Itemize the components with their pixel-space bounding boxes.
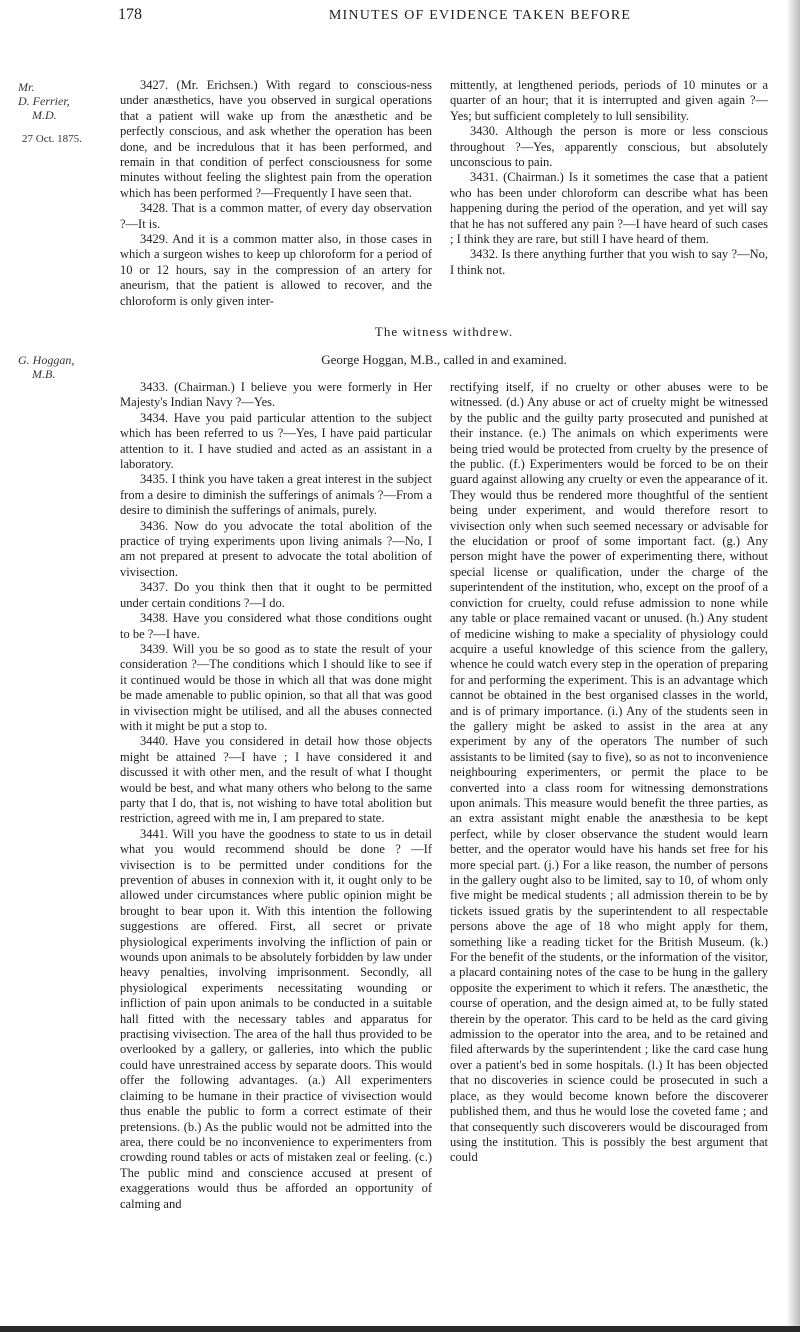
paragraph-3431: 3431. (Chairman.) Is it sometimes the case that a patient who has been under chloroform can describe what has been happening during the period of the operation, and yet will say that he has not suffered any pain ?—I have heard of such cases ; I think they are rare, but still I have heard of them. [450,170,768,247]
paragraph-3441-continued: rectifying itself, if no cruelty or other abuses were to be witnessed. (d.) Any abuse or act of cruelty might be witnessed by the public and the guilty party prosecuted and punished at their instance. (e.) The animals on which experiments were being tried would be protected from cruelty by the presence of the public. (f.) Experimenters would be forced to be on their guard against allowing any cruelty or even the appearance of it. They would thus be rendered more thoughtful of the sentient being under experiment, and would therefore resort to vivisection only when such seemed necessary or advisable for the elucidation or proof of some important fact. (g.) Any person might have the power of experimenting there, without special license or qualification, under the charge of the superintendent of the institution, who, except on the proof of a conviction for cruelty, could refuse admission to none while any table or place remained vacant or unused. (h.) Any student of medicine wishing to make a speciality of physiology could acquire a useful knowledge of this science from the gallery, whence he could watch every step in the operation of preparing for and performing the experiment. This is an advantage which cannot be obtained in the best organised classes in the world, and is of primary importance. (i.) Any of the students seen in the gallery might be asked to assist in the area at any experiment by any of the operators The number of such assistants to be limited (say to five), so as not to inconvenience neighbouring experimenters, or permit the place to be converted into a class room for witnessing demonstrations upon animals. This measure would benefit the three parties, as an extra assistant might enable the anæsthesia to be kept perfect, while by closer observance the student would learn better, and the operator would have his hands set free for his more special part. (j.) For a like reason, the number of persons in the gallery ought also to be limited, say to 10, of whom only five might be medical students ; all admission therein to be by tickets issued gratis by the superintendent to all respectable persons above the age of 18 who might apply for them, something like a reading ticket for the British Museum. (k.) For the benefit of the students, or the information of the visitor, a placard containing notes of the case to be hung in the gallery opposite the experiment to which it refers. The anæsthetic, the course of operation, and the design aimed at, to be fully stated therein by the operator. This card to be held as the card giving admission to the operator into the area, and to be retained and filed afterwards by the superintendent ; like the card case hung over a patient's bed in some hospitals. (l.) It has been objected that no discoveries in science could be prosecuted in such a place, as they would become known before the discoverer published them, and thus he would lose the coveted fame ; and that consequently such discoverers would be discouraged from using the institution. This is possibly the best argument that could [450,380,768,1165]
top-right-column [450,78,768,278]
margin-degree-mb: M.B. [32,367,56,381]
paragraph-3428: 3428. That is a common matter, of every day observation ?—It is. [120,201,432,231]
margin-degree-md: M.D. [32,108,57,122]
witness-called-heading: George Hoggan, M.B., called in and examined. [321,352,567,367]
paragraph-3436: 3436. Now do you advocate the total abolition of the practice of trying experiments upon living animals ?—No, I am not prepared at present to advocate the total abolition of vivisection. [120,518,432,579]
witness-withdrew-line: The witness withdrew. [374,324,514,339]
top-left-column [120,78,432,309]
paragraph-3433: 3433. (Chairman.) I believe you were formerly in Her Majesty's Indian Navy ?—Yes. [120,380,432,410]
margin-name-ferrier: D. Ferrier, [18,94,70,108]
paragraph-3427: 3427. (Mr. Erichsen.) With regard to conscious-ness under anæsthetics, have you observed in surgical operations that a patient will wake up from the anæsthetic and be perfectly conscious, and ask whether the operation has been done, and be incredulous that it has been performed, and remain in that condition of perfect consciousness for some minutes without feeling the slightest pain from the operation which has been performed ?—Frequently I have seen that. [120,78,432,200]
paragraph-3430: 3430. Although the person is more or less conscious throughout ?—Yes, apparently conscious, but absolutely unconscious to pain. [450,124,768,170]
scan-bottom-edge [0,1326,800,1332]
margin-date: 27 Oct. 1875. [22,133,82,145]
page-number: 178 [118,6,142,23]
witness-margin-note-1 [18,80,88,146]
page-header [0,6,800,30]
page-edge-shadow [786,0,800,1332]
paragraph-3437: 3437. Do you think then that it ought to be permitted under certain conditions ?—I do. [120,580,432,610]
witness-margin-note-2 [18,353,88,381]
paragraph-3438: 3438. Have you considered what those conditions ought to be ?—I have. [120,611,432,641]
running-title: MINUTES OF EVIDENCE TAKEN BEFORE [328,8,632,23]
left-column [120,380,432,1212]
paragraph-3435: 3435. I think you have taken a great interest in the subject from a desire to diminish the sufferings of animals ?—From a desire to diminish the sufferings of animals, purely. [120,472,432,518]
right-column [450,380,768,1166]
paragraph-3434: 3434. Have you paid particular attention to the subject which has been referred to us ?—Yes, I have paid particular attention to it. I have studied and acted as an assistant in a laboratory. [120,410,432,472]
paragraph-3439: 3439. Will you be so good as to state the result of your consideration ?—The conditions which I should like to see if it continued would be those in which all that was done might be made amenable to public opinion, so that all that was good in vivisection might be utilised, and all the abuses connected with it might be put a stop to. [120,641,432,733]
margin-name-hoggan: G. Hoggan, [18,353,75,367]
paragraph-continuation: mittently, at lengthened periods, periods of 10 minutes or a quarter of an hour; that it is interrupted and given again ?—Yes; but sufficient completely to lull sensibility. [450,78,768,123]
paragraph-3429: 3429. And it is a common matter also, in those cases in which a surgeon wishes to keep up chloroform for a period of 10 or 12 hours, say in the compression of an artery for aneurism, that the patient is allowed to recover, and the chloroform is only given inter- [120,232,432,308]
paragraph-3441: 3441. Will you have the goodness to state to us in detail what you would recommend should be done ? —If vivisection is to be permitted under conditions for the prevention of abuses in connexion with it, it ought only to be allowed under circumstances where public opinion might be brought to bear upon it. With this intention the following suggestions are offered. First, all secret or private physiological experiments involving the infliction of pain or wounds upon animals to be absolutely forbidden by law under heavy penalties, involving imprisonment. Secondly, all physiological experiments necessitating wounding or infliction of pain upon animals to be conducted in a suitable hall fitted with the necessary tables and apparatus for practising vivisection. The area of the hall thus provided to be overlooked by a gallery, or galleries, into which the public could have unrestrained access by separate doors. This would offer the following advantages. (a.) All experimenters claiming to be humane in their practice of vivisection would thus enable the public to form a correct estimate of their pretensions. (b.) As the public would not be admitted into the area, there could be no inconvenience to experimenters from crowding round tables or acts of mistaken zeal or feeling. (c.) The public mind and conscience accused at present of exaggerations would thus be afforded an opportunity of calming and [120,826,432,1211]
paragraph-3432: 3432. Is there anything further that you wish to say ?—No, I think not. [450,247,768,277]
margin-title-mr: Mr. [18,80,35,94]
paragraph-3440: 3440. Have you considered in detail how those objects might be attained ?—I have ; I have considered it and discussed it with other men, and the result of what I thought would be best, and what many others who belong to the same party that I do, that is, not wishing to have total abolition but restriction, agreed with me in, I am prepared to state. [120,734,432,826]
